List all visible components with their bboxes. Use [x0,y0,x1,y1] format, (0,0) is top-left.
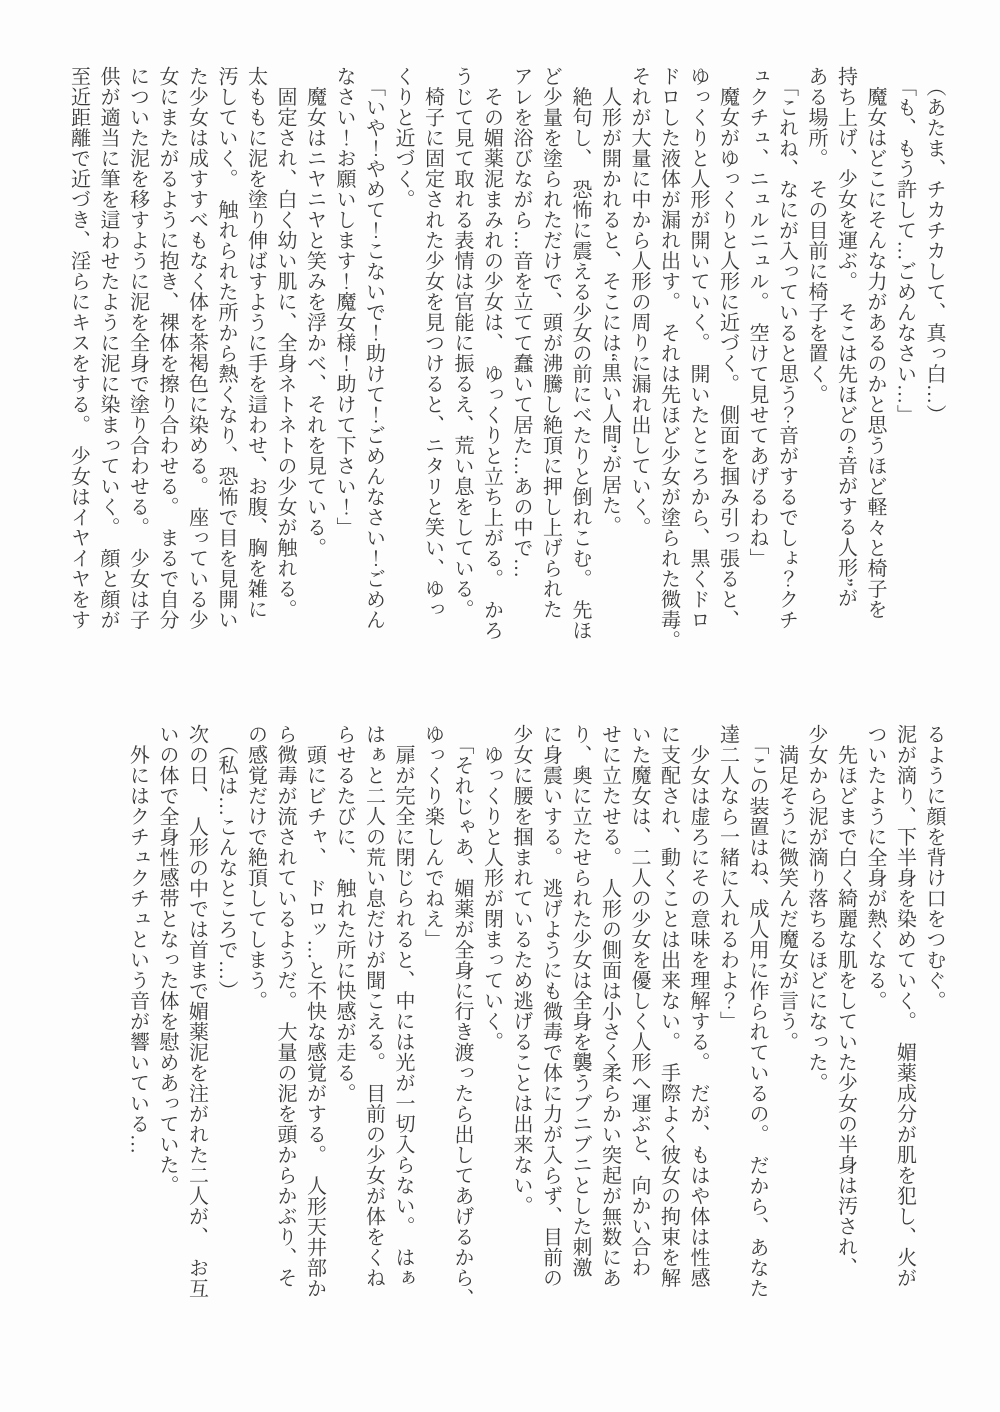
text-block-bottom [122,724,948,1324]
text-line: なさい！お願いします！魔女様！助けて下さい！」 [333,66,355,538]
text-line: 太ももに泥を塗り伸ばすように手を這わせ、お腹、胸を雑に [244,66,267,620]
text-line: 女にまたがるように抱き、裸体を擦り合わせる。 まるで自分 [156,66,178,630]
text-line: はぁと二人の荒い息だけが聞こえる。 目前の少女が体をくね [362,724,385,1288]
text-line: 絶句し、 恐怖に震える少女の前にべたりと倒れこむ。 先ほ [569,66,591,641]
text-line: ら微毒が流されているようだ。 大量の泥を頭からかぶり、そ [274,724,296,1288]
text-line: 次の日、 人形の中では首まで媚薬泥を注がれた二人が、 お互 [185,724,208,1299]
text-line: 持ち上げ、少女を運ぶ。 そこは先ほどの“音がする人形”が [834,66,857,608]
text-line: ど少量を塗られただけで、頭が沸騰し絶頂に押し上げられた [539,66,562,620]
text-line: アレを浴びながら…音を立てて蠢いて居た…あの中で… [510,66,532,579]
text-line: 至近距離で近づき、淫らにキスをする。 少女はイヤイヤをす [67,66,90,630]
text-line: ゆっくりと人形が開いていく。 開いたところから、黒くドロ [687,66,709,630]
text-line: 泥が滴り、下半身を染めていく。 媚薬成分が肌を犯し、火が [893,724,916,1288]
text-line: うじて見て取れる表情は官能に振るえ、荒い息をしている。 [451,66,473,620]
text-line: 少女から泥が滴り落ちるほどになった。 [805,724,827,1093]
text-line: （あたま、チカチカして、真っ白…） [923,66,945,425]
text-line: 供が適当に筆を這わせたように泥に染まっていく。 顔と顔が [97,66,119,630]
text-line: に身震いする。 逃げようにも微毒で体に力が入らず、目前の [539,724,562,1288]
text-line: それが大量に中から人形の周りに漏れ出していく。 [628,66,650,538]
text-block-top [63,66,948,672]
text-line: らせるたびに、 触れた所に快感が走る。 [333,724,355,1104]
text-line: くりと近づく。 [392,66,414,210]
text-line: 固定され、白く幼い肌に、全身ネトネトの少女が触れる。 [274,66,296,620]
text-line: ゆっくり楽しんでねえ」 [421,724,444,950]
text-line: ュクチュ、ニュルニュル。 空けて見せてあげるわね」 [746,66,768,569]
text-line: 頭にビチャ、 ドロッ…と不快な感覚がする。 人形天井部か [303,724,326,1299]
text-line: に支配され、動くことは出来ない。 手際よく彼女の拘束を解 [657,724,680,1288]
text-line: 「も、もう許して…ごめんなさい…」 [893,66,916,425]
text-line: 椅子に固定された少女を見つけると、ニタリと笑い、ゆっ [421,66,444,620]
text-line: た少女は成すすべもなく体を茶褐色に染める。 座っている少 [185,66,208,630]
text-line: についた泥を移すように泥を全身で塗り合わせる。 少女は子 [126,66,149,630]
text-line: 魔女はどこにそんな力があるのかと思うほど軽々と椅子を [864,66,886,620]
text-line: ある場所。 その目前に椅子を置く。 [805,66,827,405]
text-line: 魔女がゆっくりと人形に近づく。 側面を掴み引っ張ると、 [716,66,739,630]
text-line: 満足そうに微笑んだ魔女が言う。 [775,724,798,1052]
text-line: 汚していく。 触れられた所から熱くなり、恐怖で目を見開い [215,66,237,630]
text-line: せに立たせる。 人形の側面は小さく柔らかい突起が無数にあ [598,724,621,1288]
text-line: いの体で全身性感帯となった体を慰めあっていた。 [156,724,178,1196]
text-line: 外にはクチュクチュという音が響いている… [126,724,149,1155]
text-line: 「これね、なにが入っていると思う？音がするでしょ？クチ [775,66,798,630]
text-line: 少女は虚ろにその意味を理解する。 だが、もはや体は性感 [687,724,709,1288]
text-line: ゆっくりと人形が閉まっていく。 [480,724,503,1052]
text-line: 先ほどまで白く綺麗な肌をしていた少女の半身は汚され、 [834,724,857,1278]
text-line: 人形が開かれると、そこには“黒い人間”が居た。 [598,66,621,536]
text-line: 扉が完全に閉じられると、中には光が一切入らない。 はぁ [392,724,414,1288]
text-line: の感覚だけで絶頂してしまう。 [244,724,267,1011]
text-line: ドロした液体が漏れ出す。 それは先ほど少女が塗られた微毒。 [657,66,680,651]
text-line: ついたように全身が熱くなる。 [864,724,886,1011]
text-line: 「いや！やめて！こないで！助けて！ごめんなさい！ごめん [362,66,385,630]
text-line: るように顔を背け口をつむぐ。 [923,724,945,1011]
text-line: り、奥に立たせられた少女は全身を襲うブニブニとした刺激 [569,724,591,1278]
text-line: 魔女はニヤニヤと笑みを浮かべ、それを見ている。 [303,66,326,558]
text-line: （私は…こんなところで…） [215,724,237,1001]
text-line: 達二人なら一緒に入れるわよ？」 [716,724,739,1032]
text-line: その媚薬泥まみれの少女は、 ゆっくりと立ち上がる。 かろ [480,66,503,641]
text-line: いた魔女は、二人の少女を優しく人形へ運ぶと、向かい合わ [628,724,650,1278]
text-line: 少女に腰を掴まれているため逃げることは出来ない。 [510,724,532,1216]
text-line: 「それじゃあ、媚薬が全身に行き渡ったら出してあげるから、 [451,724,473,1309]
text-line: 「この装置はね、成人用に作られているの。 だから、あなた [746,724,768,1299]
